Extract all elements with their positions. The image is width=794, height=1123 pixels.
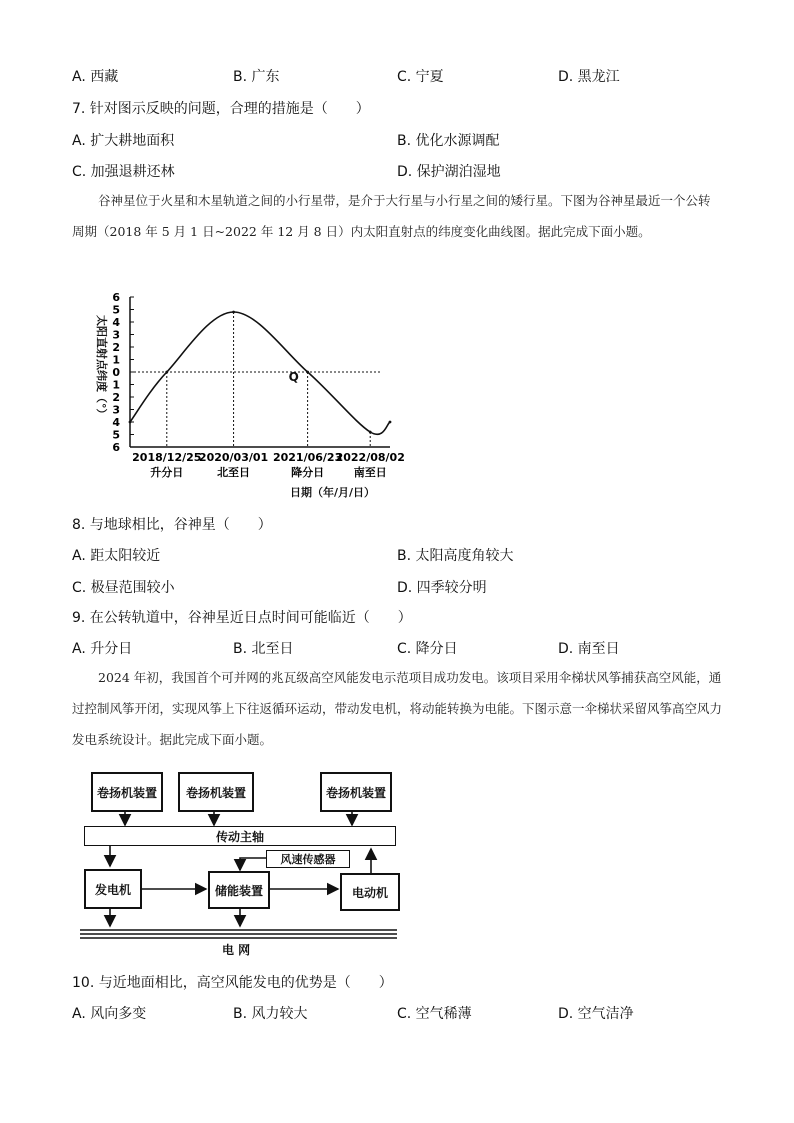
x-tick-date: 2018/12/25 [132, 451, 202, 464]
passage-kite-power: 2024 年初，我国首个可并网的兆瓦级高空风能发电示范项目成功发电。该项目采用伞梯状风筝捕获高空风能，通过控制风筝开闭，实现风筝上下往返循环运动，带动发电机，将动能转换为电能。下图示意一伞梯状采留风筝高空风力发电系统设计。据此完成下面小题。 [72, 670, 723, 747]
q10-option-d: D. 空气洁净 [558, 1006, 634, 1022]
q7-stem: 7. 针对图示反映的问题，合理的措施是（ ） [72, 101, 370, 117]
y-tick-label: 6 [112, 441, 120, 454]
x-tick-name: 北至日 [217, 466, 251, 479]
q8-option-a: A. 距太阳较近 [72, 548, 161, 564]
wind-speed-sensor: 风速传感器 [266, 850, 350, 868]
q9-option-d: D. 南至日 [558, 641, 620, 657]
q7-option-b: B. 优化水源调配 [397, 133, 500, 149]
q7-option-a: A. 扩大耕地面积 [72, 133, 175, 149]
y-tick-label: 1 [112, 378, 120, 392]
power-grid-label: 电 网 [222, 943, 251, 957]
y-tick-label: 3 [112, 403, 120, 417]
drive-shaft: 传动主轴 [84, 826, 396, 846]
x-tick-name: 降分日 [291, 466, 325, 479]
q10-stem: 10. 与近地面相比，高空风能发电的优势是（ ） [72, 975, 393, 991]
q9-stem: 9. 在公转轨道中，谷神星近日点时间可能临近（ ） [72, 610, 412, 626]
q7-option-d: D. 保护湖泊湿地 [397, 164, 501, 180]
q6-option-a: A. 西藏 [72, 69, 119, 85]
x-tick-date: 2021/06/23 [272, 451, 343, 464]
y-tick-label: 5 [112, 303, 120, 317]
q10-option-b: B. 风力较大 [233, 1006, 308, 1022]
q8-option-b: B. 太阳高度角较大 [397, 548, 514, 564]
y-tick-label: 3 [112, 328, 120, 342]
y-tick-label: 5 [112, 428, 120, 442]
chart-xlabel: 日期（年/月/日） [290, 486, 376, 499]
generator: 发电机 [84, 869, 142, 909]
winch-device-2: 卷扬机装置 [178, 772, 254, 812]
electric-motor: 电动机 [340, 873, 400, 911]
q6-option-d: D. 黑龙江 [558, 69, 620, 85]
y-tick-label: 2 [112, 391, 120, 404]
q9-option-b: B. 北至日 [233, 641, 294, 657]
passage-ceres: 谷神星位于火星和木星轨道之间的小行星带，是介于大行星与小行星之间的矮行星。下图为谷神星最近一个公转周期（2018 年 5 月 1 日~2022 年 12 月 8 日）内太阳直射点的纬度变化曲线图。据此完成下面小题。 [72, 193, 711, 239]
q10-option-a: A. 风向多变 [72, 1006, 147, 1022]
y-tick-label: 6 [112, 291, 120, 304]
q8-option-c: C. 极昼范围较小 [72, 580, 175, 596]
y-tick-label: 1 [112, 353, 120, 367]
winch-device-1: 卷扬机装置 [91, 772, 163, 812]
energy-storage: 储能装置 [208, 871, 270, 909]
q9-option-c: C. 降分日 [397, 641, 458, 657]
x-tick-date: 2022/08/02 [335, 451, 405, 464]
chart-ylabel: 太阳直射点纬度（°） [95, 315, 108, 420]
q10-option-c: C. 空气稀薄 [397, 1006, 472, 1022]
x-tick-name: 升分日 [150, 466, 184, 479]
x-tick-name: 南至日 [353, 466, 387, 479]
q6-option-c: C. 宁夏 [397, 69, 444, 85]
q8-option-d: D. 四季较分明 [397, 580, 487, 596]
y-tick-label: 4 [112, 316, 120, 329]
x-tick-date: 2020/03/01 [198, 451, 269, 464]
winch-device-3: 卷扬机装置 [320, 772, 392, 812]
y-tick-label: 0 [112, 366, 120, 379]
q8-stem: 8. 与地球相比，谷神星（ ） [72, 517, 272, 533]
chart-annotation-q: Q [288, 370, 299, 384]
q9-option-a: A. 升分日 [72, 641, 133, 657]
y-tick-label: 4 [112, 416, 120, 429]
q7-option-c: C. 加强退耕还林 [72, 164, 175, 180]
y-tick-label: 2 [112, 341, 120, 354]
q6-option-b: B. 广东 [233, 69, 280, 85]
